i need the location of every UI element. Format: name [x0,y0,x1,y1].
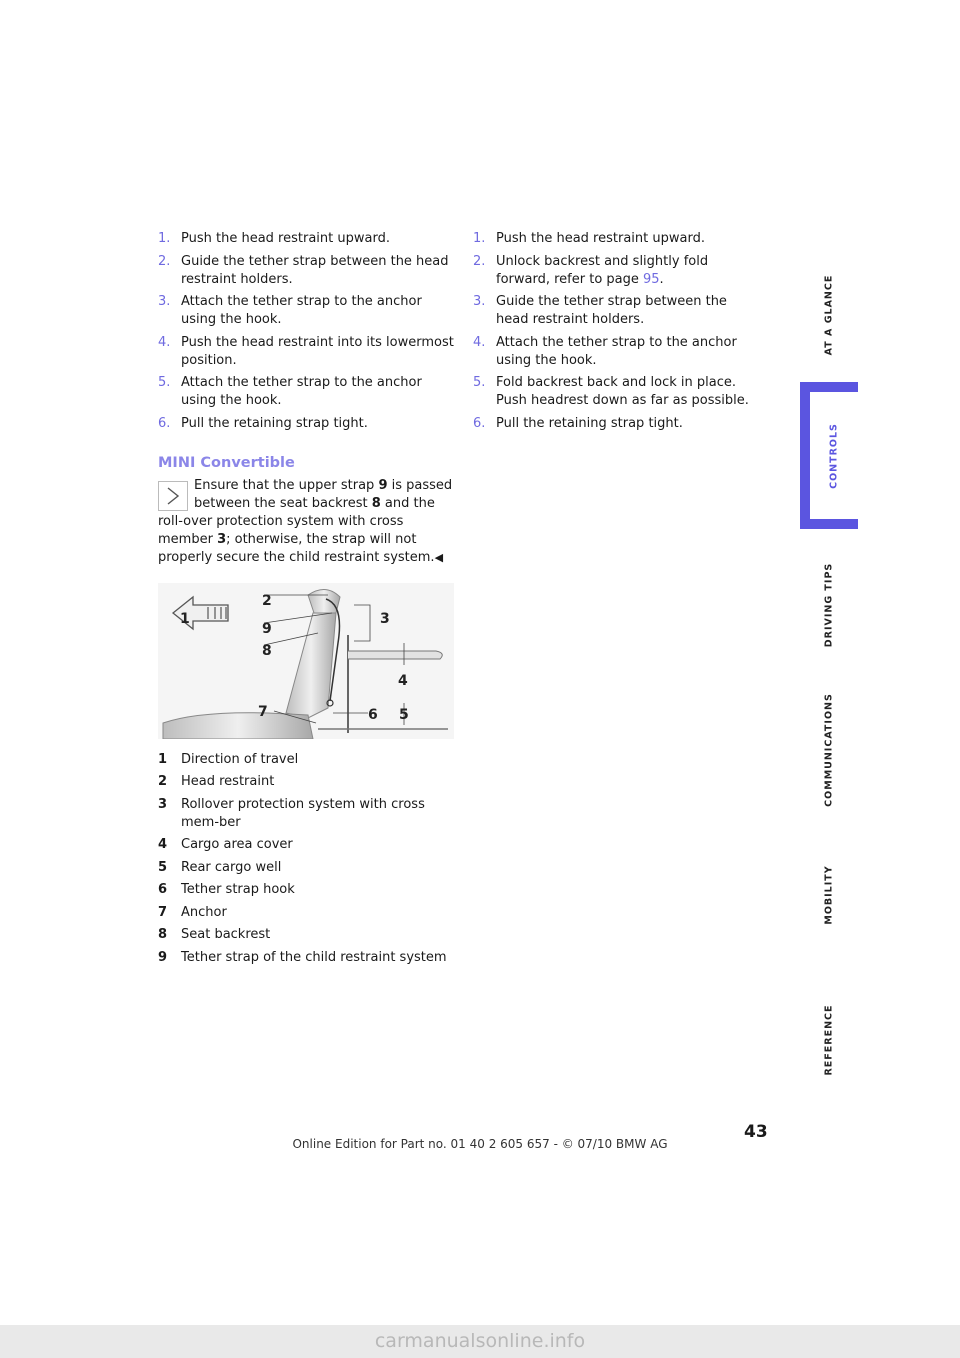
list-item [158,374,454,410]
right-steps-list [473,230,763,433]
legend-text: Head restraint [181,774,275,789]
seat-diagram-svg [158,583,454,739]
step-text: Guide the tether strap between the head restraint holders. [496,294,727,327]
step-text: Guide the tether strap between the head restraint holders. [181,253,449,287]
legend-item [158,773,454,791]
note-text: Ensure that the upper strap [194,477,379,493]
list-item [473,293,763,329]
legend-item [158,859,454,877]
legend-item [158,796,454,832]
callout-label: 1 [180,610,190,627]
list-item [473,230,763,248]
chapter-sidebar [800,230,858,1090]
legend-number: 5 [158,859,168,875]
watermark-banner [0,1325,960,1358]
step-text: Attach the tether strap to the anchor using the hook. [181,375,422,408]
legend-number: 8 [158,927,168,942]
note-arrow-icon [158,481,188,511]
legend-number: 7 [158,904,168,920]
callout-label: 5 [399,706,409,723]
note-ref: 8 [371,495,381,511]
legend-item [158,949,454,967]
legend-number: 3 [158,796,168,812]
cargo-cover [348,651,442,659]
left-column [158,230,454,971]
legend-number: 1 [158,751,168,767]
seat-diagram [158,583,454,739]
step-number: 1. [158,231,171,246]
legend-text: Rear cargo well [181,859,282,875]
tab-driving-tips[interactable] [800,540,858,670]
legend-number: 2 [158,774,168,789]
step-number: 1. [473,231,486,246]
list-item [158,415,454,433]
step-number: 2. [473,253,486,269]
callout-label: 7 [258,703,268,720]
note-text: is passed between the seat backrest [194,477,453,511]
caution-note [158,477,454,567]
step-text: Attach the tether strap to the anchor using the hook. [496,334,737,368]
step-number: 5. [473,375,486,390]
list-item [473,253,763,289]
note-text: and the roll-over protection system with cross member [158,495,435,547]
end-mark-icon: ◀ [434,550,444,564]
note-text: ; otherwise, the strap will not properly secure the child restraint system. [158,531,435,565]
tab-controls[interactable] [800,382,858,529]
step-number: 4. [473,334,486,350]
note-ref: 9 [378,477,388,493]
list-item [158,253,454,289]
step-text: . [659,271,664,287]
legend-number: 9 [158,949,168,965]
left-steps-list [158,230,454,433]
legend-text: Tether strap hook [181,882,295,897]
step-number: 6. [473,415,486,431]
step-number: 5. [158,375,171,390]
legend-number: 4 [158,837,168,852]
step-text: Pull the retaining strap tight. [181,415,368,431]
legend-item [158,904,454,922]
legend-item [158,926,454,944]
tab-mobility[interactable] [800,830,858,960]
step-number: 3. [473,294,486,309]
right-column [473,230,763,437]
legend-item [158,881,454,899]
callout-label: 8 [262,642,272,659]
footer-text: Online Edition for Part no. 01 40 2 605 657 - © 07/10 BMW AG [292,1137,668,1151]
step-text: Attach the tether strap to the anchor using the hook. [181,294,422,327]
tab-controls-inner [810,392,858,519]
legend-text: Tether strap of the child restraint system [181,949,447,965]
step-text: Unlock backrest and slightly fold forward, refer to page [496,253,709,287]
step-text: Push the head restraint into its lowermost position. [181,334,454,368]
callout-label: 9 [262,620,272,637]
legend-text: Seat backrest [181,927,271,942]
legend-item [158,836,454,854]
step-text: Push the head restraint upward. [496,231,705,246]
note-ref: 3 [217,531,227,547]
legend-list [158,751,454,967]
callout-label: 2 [262,592,272,609]
legend-text: Rollover protection system with cross mem-ber [181,796,425,830]
step-number: 4. [158,334,171,350]
tab-label: CONTROLS [828,422,840,489]
tab-label: DRIVING TIPS [823,562,835,648]
callout-label: 6 [368,706,378,723]
tab-label: COMMUNICATIONS [823,693,835,807]
legend-text: Anchor [181,904,227,920]
section-heading: MINI Convertible [158,454,295,471]
list-item [473,374,763,410]
step-text: Fold backrest back and lock in place. Push headrest down as far as possible. [496,375,749,408]
tab-label: REFERENCE [823,1004,835,1076]
list-item [473,415,763,433]
step-text: Pull the retaining strap tight. [496,415,683,431]
callout-label: 3 [380,610,390,627]
callout-label: 4 [398,672,408,689]
tab-at-a-glance[interactable] [800,250,858,380]
tab-reference[interactable] [800,975,858,1105]
legend-text: Direction of travel [181,751,299,767]
legend-number: 6 [158,882,168,897]
watermark-text: carmanualsonline.info [374,1330,586,1352]
page-reference-link[interactable]: 95 [643,271,660,287]
tab-label: MOBILITY [823,865,835,925]
step-number: 2. [158,253,171,269]
list-item [158,293,454,329]
tab-label: AT A GLANCE [823,274,835,356]
page-number: 43 [744,1122,768,1142]
legend-text: Cargo area cover [181,837,293,852]
list-item [158,334,454,370]
step-text: Push the head restraint upward. [181,231,390,246]
step-number: 6. [158,415,171,431]
step-number: 3. [158,294,171,309]
list-item [158,230,454,248]
legend-item [158,751,454,769]
list-item [473,334,763,370]
tab-communications[interactable] [800,685,858,815]
